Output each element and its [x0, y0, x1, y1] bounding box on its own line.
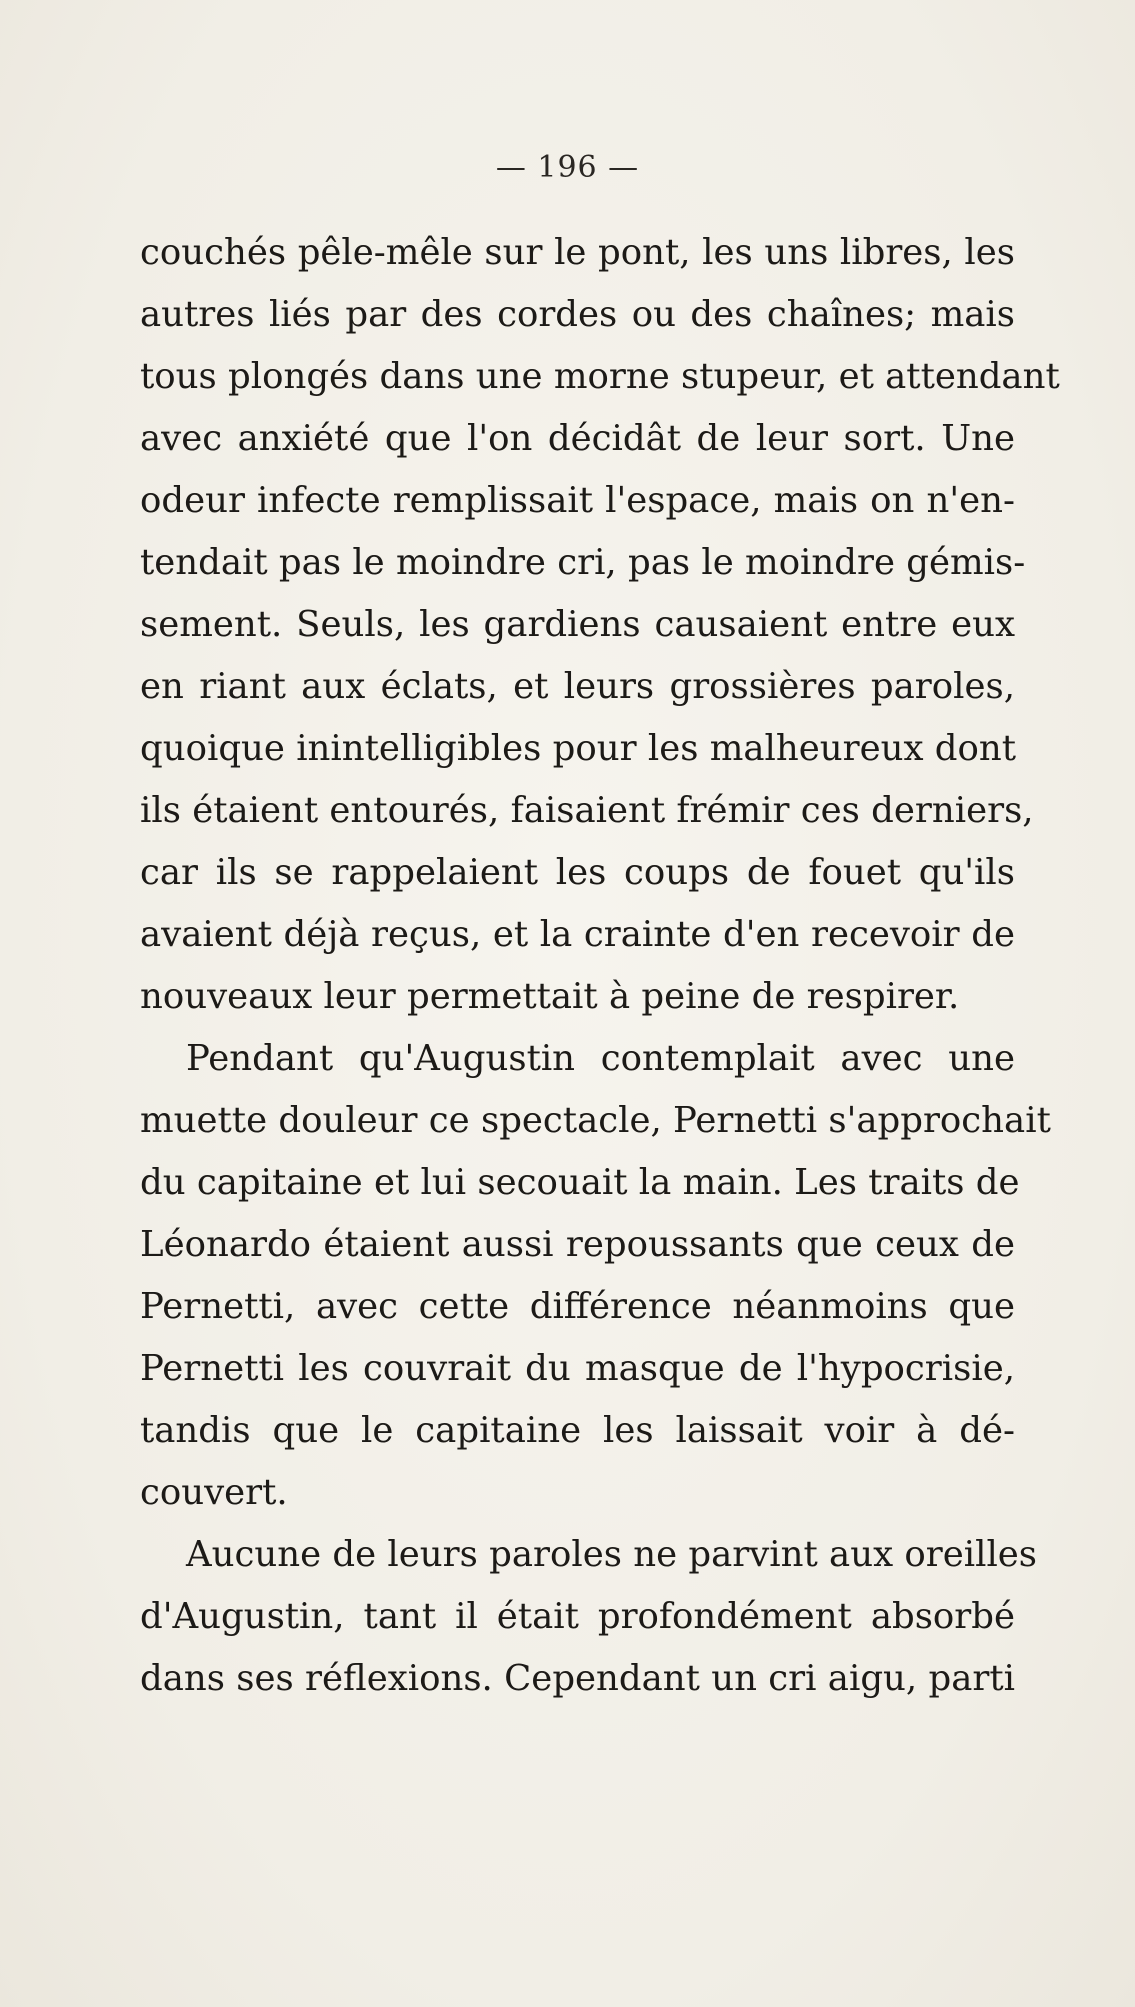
text-line: couchés pêle-mêle sur le pont, les uns libres, les [140, 232, 1015, 273]
text-line: quoique inintelligibles pour les malheureux dont [140, 728, 1017, 769]
text-line: tous plongés dans une morne stupeur, et attendant [140, 356, 1060, 397]
text-line: sement. Seuls, les gardiens causaient entre eux [140, 604, 1015, 645]
body-text [140, 222, 1060, 1710]
text-line: avaient déjà reçus, et la crainte d'en recevoir de [140, 914, 1015, 955]
text-line: odeur infecte remplissait l'espace, mais on n'en- [140, 480, 1015, 521]
text-line: avec anxiété que l'on décidât de leur sort. Une [140, 418, 1015, 459]
text-line: d'Augustin, tant il était profondément absorbé [140, 1596, 1015, 1637]
text-line: du capitaine et lui secouait la main. Les traits de [140, 1162, 1020, 1203]
text-line: nouveaux leur permettait à peine de respirer. [140, 976, 960, 1017]
text-line: Pernetti les couvrait du masque de l'hypocrisie, [140, 1348, 1015, 1389]
text-line: tandis que le capitaine les laissait voir à dé- [140, 1410, 1015, 1451]
page-number: — 196 — [495, 150, 640, 185]
text-line: en riant aux éclats, et leurs grossières paroles, [140, 666, 1015, 707]
text-line: tendait pas le moindre cri, pas le moindre gémis- [140, 542, 1026, 583]
text-line: Aucune de leurs paroles ne parvint aux oreilles [186, 1534, 1038, 1575]
text-line: Pernetti, avec cette différence néanmoins que [140, 1286, 1015, 1327]
text-line: ils étaient entourés, faisaient frémir ces derniers, [140, 790, 1034, 831]
text-line: muette douleur ce spectacle, Pernetti s'approchait [140, 1100, 1051, 1141]
text-line: couvert. [140, 1472, 288, 1513]
text-line: autres liés par des cordes ou des chaînes; mais [140, 294, 1015, 335]
text-line: dans ses réflexions. Cependant un cri aigu, parti [140, 1658, 1015, 1699]
text-line: Léonardo étaient aussi repoussants que ceux de [140, 1224, 1015, 1265]
text-line: Pendant qu'Augustin contemplait avec une [186, 1038, 1015, 1079]
text-line: car ils se rappelaient les coups de fouet qu'ils [140, 852, 1015, 893]
